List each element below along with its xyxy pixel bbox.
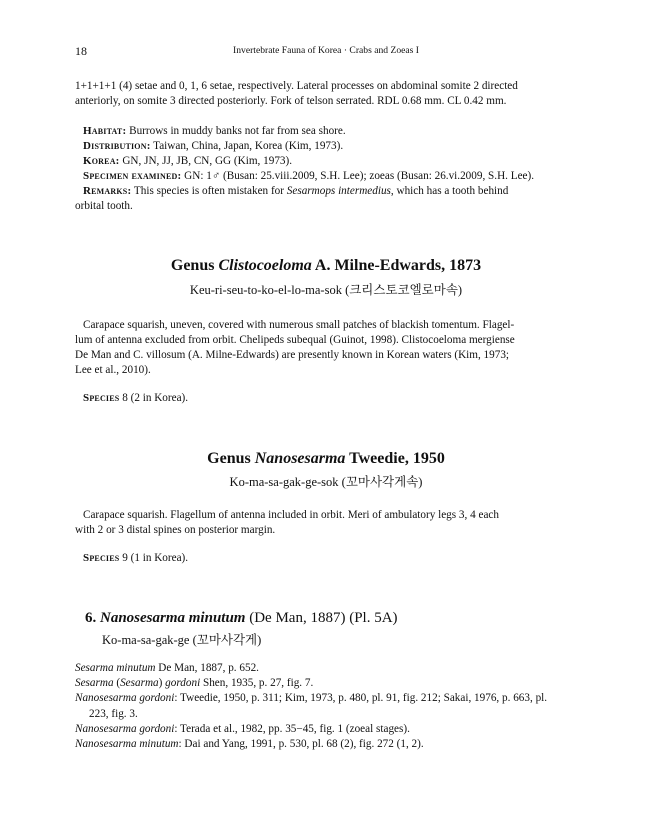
synonym-name: Nanosesarma minutum: [75, 738, 179, 751]
genus-authority: Tweedie, 1950: [345, 450, 445, 467]
synonym-subgenus: Sesarma: [120, 677, 159, 690]
genus-prefix: Genus: [207, 450, 255, 467]
intro-paragraph: [75, 79, 577, 109]
distribution-label: Distribution:: [83, 140, 151, 152]
synonym-entry: [75, 691, 577, 706]
genus-description: [75, 318, 577, 378]
korea-label: Korea:: [83, 155, 120, 167]
synonym-punct: (: [113, 677, 121, 690]
genus-heading: [75, 450, 577, 468]
page-number: 18: [75, 44, 87, 58]
synonym-punct: ): [158, 677, 166, 690]
genus-prefix: Genus: [170, 257, 219, 274]
synonym-name: Nanosesarma gordoni: [75, 692, 175, 705]
description-line: lum of antenna excluded from orbit. Chelipeds subequal (Guinot, 1998). Clistocoeloma mergiense: [75, 334, 515, 346]
species-name: Nanosesarma minutum: [100, 610, 246, 626]
species-count-text: 9 (1 in Korea).: [119, 552, 189, 564]
page-header: [75, 44, 577, 60]
remarks-text: This species is often mistaken for: [131, 185, 287, 197]
specimen-text: GN: 1♂ (Busan: 25.viii.2009, S.H. Lee); zoeas (Busan: 26.vi.2009, S.H. Lee).: [181, 170, 535, 182]
distribution-field: [75, 139, 577, 154]
synonym-continuation: 223, fig. 3.: [89, 707, 138, 720]
habitat-text: Burrows in muddy banks not far from sea shore.: [126, 125, 346, 137]
genus-romanization: Keu-ri-seu-to-ko-el-lo-ma-sok (크리스토코엘로마속): [189, 283, 463, 297]
description-line: with 2 or 3 distal spines on posterior margin.: [75, 524, 276, 536]
synonym-citation: Shen, 1935, p. 27, fig. 7.: [200, 677, 314, 690]
habitat-label: Habitat:: [83, 125, 127, 137]
species-count: [75, 391, 577, 406]
specimen-label: Specimen examined:: [83, 170, 182, 182]
synonym-entry: [75, 661, 577, 676]
genus-name: Nanosesarma: [254, 450, 346, 467]
intro-line: 1+1+1+1 (4) setae and 0, 1, 6 setae, respectively. Lateral processes on abdominal somite 2 directed: [75, 80, 518, 92]
species-romanization: Ko-ma-sa-gak-ge (꼬마사각게): [102, 633, 262, 647]
genus-authority: A. Milne-Edwards, 1873: [311, 257, 482, 274]
korea-text: GN, JN, JJ, JB, CN, GG (Kim, 1973).: [119, 155, 293, 167]
species-fields: [75, 124, 577, 214]
species-count-line: [75, 391, 577, 406]
species-count: [75, 551, 577, 566]
synonym-citation: : Terada et al., 1982, pp. 35−45, fig. 1 (zoeal stages).: [174, 722, 410, 735]
habitat-field: [75, 124, 577, 139]
genus-description: [75, 508, 577, 538]
description-line: Lee et al., 2010).: [75, 364, 151, 376]
remarks-label: Remarks:: [83, 185, 132, 197]
genus-heading: [75, 257, 577, 275]
remarks-text-end: , which has a tooth behind: [390, 185, 509, 197]
genus-romanization: Ko-ma-sa-gak-ge-sok (꼬마사각게속): [229, 475, 423, 489]
running-title: Invertebrate Fauna of Korea · Crabs and Zoeas I: [233, 45, 419, 56]
species-label: Species: [83, 392, 120, 404]
remarks-field: [75, 184, 577, 199]
description-line: Carapace squarish. Flagellum of antenna included in orbit. Meri of ambulatory legs 3, 4 each: [83, 509, 499, 521]
synonym-name: Sesarma minutum: [75, 662, 156, 674]
description-line: Carapace squarish, uneven, covered with numerous small patches of blackish tomentum. Flagel-: [83, 319, 515, 331]
synonym-epithet: gordoni: [165, 677, 201, 690]
synonym-name: Sesarma: [75, 677, 114, 690]
species-label: Species: [83, 552, 120, 564]
synonymy-list: [75, 661, 577, 752]
description-line: De Man and C. villosum (A. Milne-Edwards) are presently known in Korean waters (Kim, 1973;: [75, 349, 510, 361]
remarks-continuation: orbital tooth.: [75, 200, 133, 212]
synonym-entry: [75, 676, 577, 691]
specimen-field: [75, 169, 577, 184]
korea-field: [75, 154, 577, 169]
species-number: 6.: [85, 610, 100, 626]
synonym-entry: [75, 722, 577, 737]
intro-line: anteriorly, on somite 3 directed posteriorly. Fork of telson serrated. RDL 0.68 mm. CL 0.42 mm.: [75, 95, 507, 107]
species-count-text: 8 (2 in Korea).: [119, 392, 189, 404]
synonym-entry: [75, 737, 577, 752]
species-authority: (De Man, 1887) (Pl. 5A): [245, 610, 398, 626]
synonym-citation: : Tweedie, 1950, p. 311; Kim, 1973, p. 480, pl. 91, fig. 212; Sakai, 1976, p. 663, pl.: [174, 692, 548, 705]
distribution-text: Taiwan, China, Japan, Korea (Kim, 1973).: [150, 140, 344, 152]
synonym-citation: De Man, 1887, p. 652.: [155, 662, 259, 674]
genus-name: Clistocoeloma: [218, 257, 312, 274]
species-heading: [85, 610, 398, 627]
species-count-line: [75, 551, 577, 566]
remarks-species-name: Sesarmops intermedius: [286, 185, 391, 197]
synonym-citation: : Dai and Yang, 1991, p. 530, pl. 68 (2), fig. 272 (1, 2).: [178, 738, 424, 751]
synonym-name: Nanosesarma gordoni: [75, 722, 175, 735]
